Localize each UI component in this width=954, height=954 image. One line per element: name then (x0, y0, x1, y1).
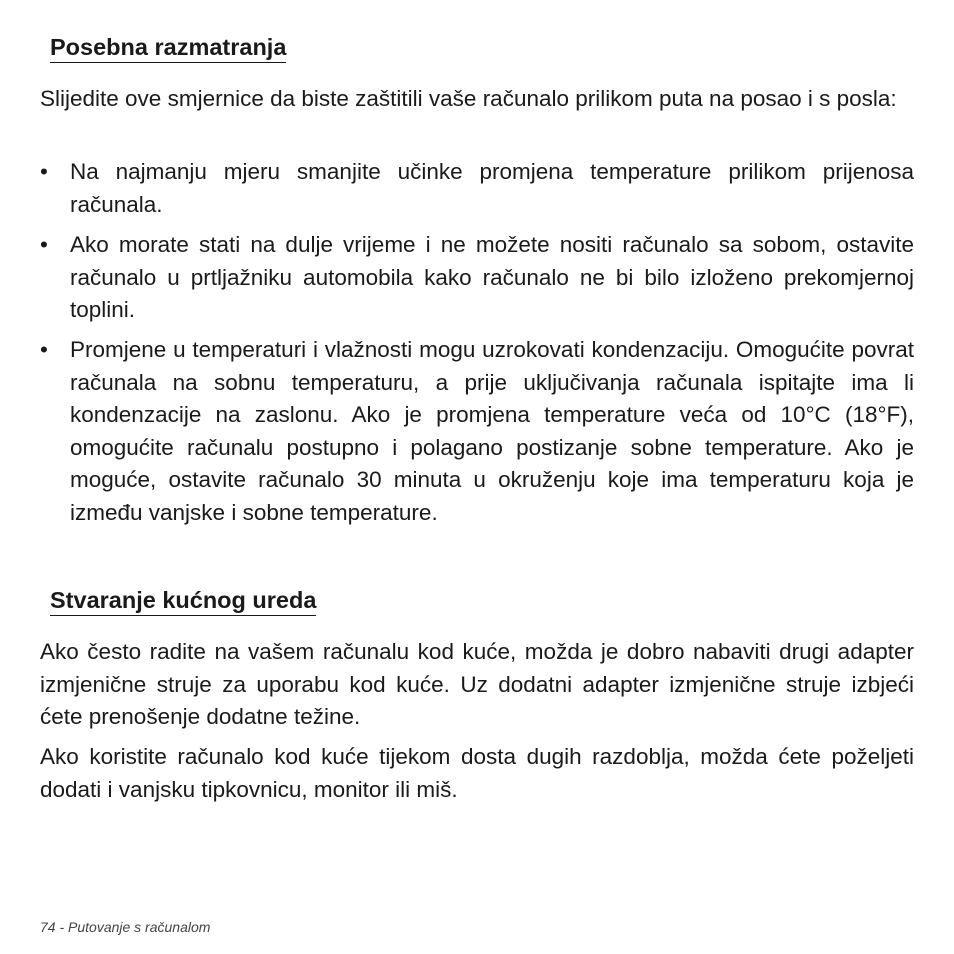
intro-paragraph: Slijedite ove smjernice da biste zaštitili vaše računalo prilikom puta na posao i s posla: (40, 86, 897, 111)
page-footer: 74 - Putovanje s računalom (40, 919, 211, 935)
home-office-paragraph-1: Ako često radite na vašem računalu kod kuće, možda je dobro nabaviti drugi adapter izmjenične struje za uporabu kod kuće. Uz dodatni adapter izmjenične struje izbjeći ćete prenošenje dodatne težine. (40, 639, 914, 729)
list-item (40, 334, 914, 529)
section-heading-stvaranje-kucnog-ureda: Stvaranje kućnog ureda (50, 586, 316, 616)
bullet-marker: • (40, 337, 48, 362)
list-item (40, 156, 914, 221)
list-item-text: Na najmanju mjeru smanjite učinke promjena temperature prilikom prijenosa računala. (70, 159, 914, 217)
home-office-paragraph-2: Ako koristite računalo kod kuće tijekom dosta dugih razdoblja, možda ćete poželjeti dodati i vanjsku tipkovnicu, monitor ili miš. (40, 744, 914, 802)
list-item-text: Ako morate stati na dulje vrijeme i ne možete nositi računalo sa sobom, ostavite računalo u prtljažniku automobila kako računalo ne bi bilo izloženo prekomjernoj toplini. (70, 232, 914, 322)
list-item (40, 229, 914, 327)
list-item-text: Promjene u temperaturi i vlažnosti mogu uzrokovati kondenzaciju. Omogućite povrat računala na sobnu temperaturu, a prije uključivanja računala ispitajte ima li kondenzacije na zaslonu. Ako je promjena temperature veća od 10°C (18°F), omogućite računalu postupno i polagano postizanje sobne temperature. Ako je moguće, ostavite računalo 30 minuta u okruženju koje ima temperaturu koja je između vanjske i sobne temperature. (70, 337, 914, 525)
bullet-marker: • (40, 159, 48, 184)
section-heading-posebna-razmatranja: Posebna razmatranja (50, 33, 286, 63)
bullet-marker: • (40, 232, 48, 257)
